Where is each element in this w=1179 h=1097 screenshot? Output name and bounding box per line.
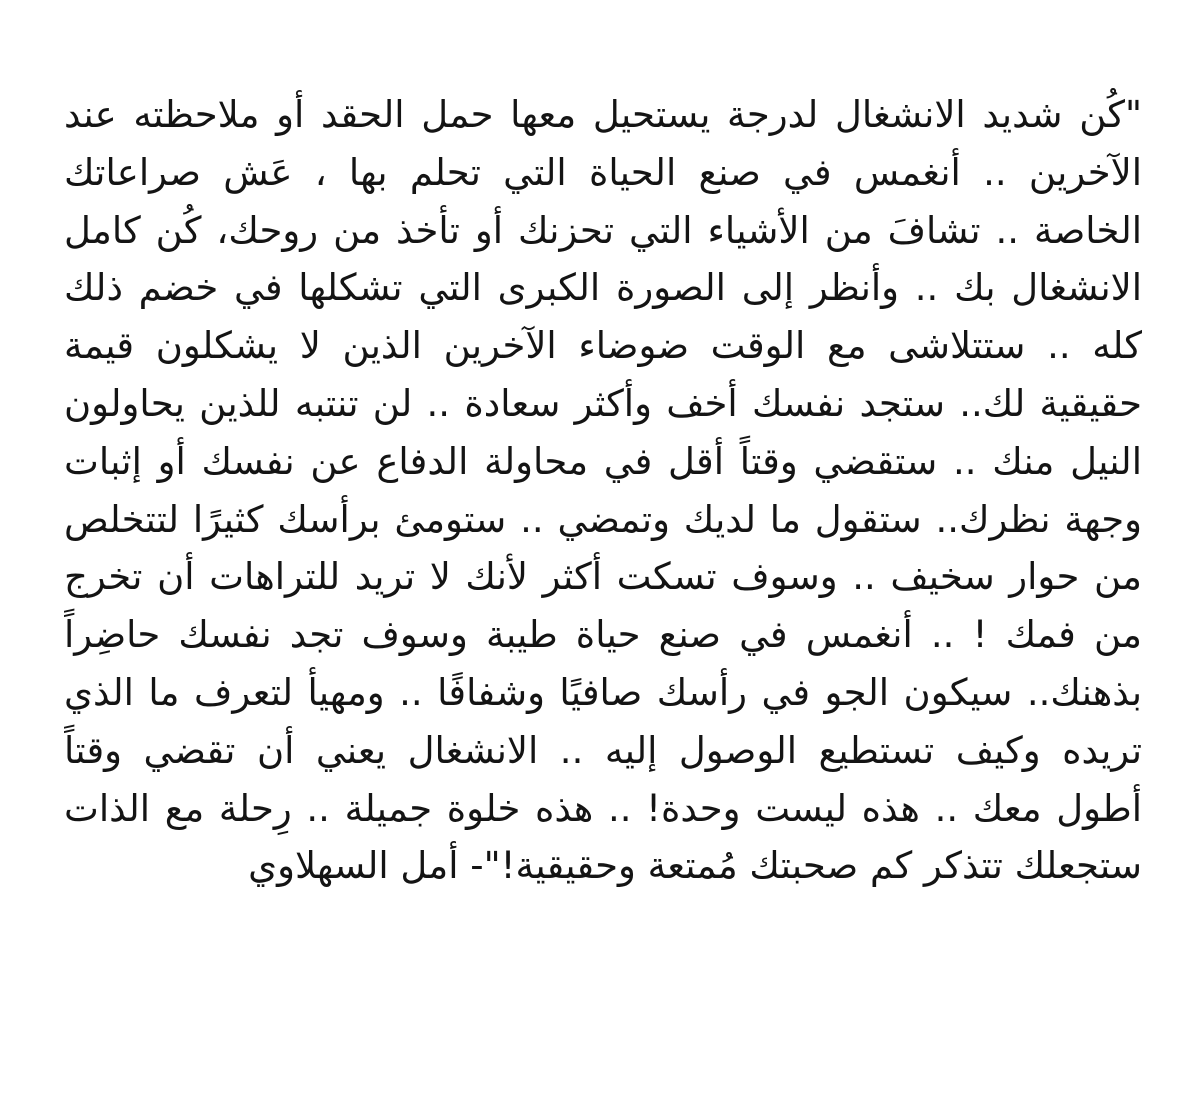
quote-line-9: من حوار سخيف .. وسوف تسكت أكثر لأنك لا تريد للتراهات أن تخرج [64,555,1142,599]
quote-line-12: تريده وكيف تستطيع الوصول إليه .. الانشغال يعني أن تقضي وقتاً [64,728,1142,772]
quote-line-10: من فمك ! .. أنغمس في صنع حياة طيبة وسوف تجد نفسك حاضِراً [64,613,1142,657]
quote-line-14-attribution: ستجعلك تتذكر كم صحبتك مُمتعة وحقيقية!"- أمل السهلاوي [248,844,1142,888]
quote-line-4: الانشغال بك .. وأنظر إلى الصورة الكبرى التي تشكلها في خضم ذلك [64,266,1142,310]
quote-line-6: حقيقية لك.. ستجد نفسك أخف وأكثر سعادة .. لن تنتبه للذين يحاولون [64,381,1142,425]
quote-line-3: الخاصة .. تشافَ من الأشياء التي تحزنك أو تأخذ من روحك، كُن كامل [64,208,1142,252]
quote-line-2: الآخرين .. أنغمس في صنع الحياة التي تحلم بها ، عَش صراعاتك [64,150,1142,194]
quote-line-1: "كُن شديد الانشغال لدرجة يستحيل معها حمل الحقد أو ملاحظته عند [64,93,1142,136]
quote-line-8: وجهة نظرك.. ستقول ما لديك وتمضي .. ستومئ برأسك كثيرًا لتتخلص [64,497,1142,541]
quote-line-7: النيل منك .. ستقضي وقتاً أقل في محاولة الدفاع عن نفسك أو إثبات [64,439,1142,483]
quote-paragraph [64,86,1142,895]
quote-line-13: أطول معك .. هذه ليست وحدة! .. هذه خلوة جميلة .. رِحلة مع الذات [64,786,1142,830]
quote-line-5: كله .. ستتلاشى مع الوقت ضوضاء الآخرين الذين لا يشكلون قيمة [64,324,1142,368]
quote-line-11: بذهنك.. سيكون الجو في رأسك صافيًا وشفافًا .. ومهيأ لتعرف ما الذي [64,670,1142,714]
